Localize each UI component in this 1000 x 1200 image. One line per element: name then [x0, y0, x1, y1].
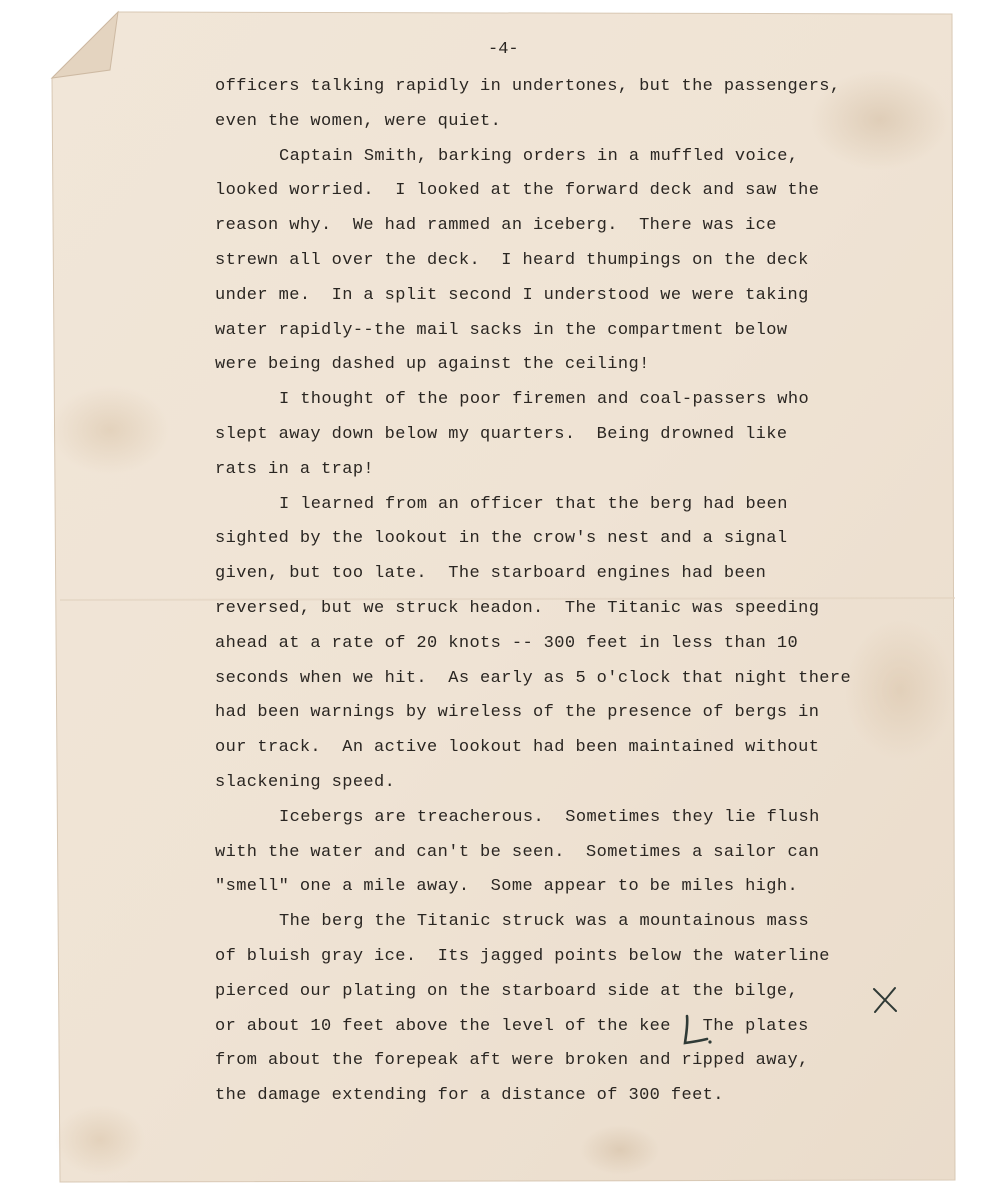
text-line: slept away down below my quarters. Being drowned like — [215, 424, 788, 444]
text-line: Captain Smith, barking orders in a muffled voice, — [279, 146, 799, 166]
text-line: under me. In a split second I understood we were taking — [215, 285, 809, 305]
text-line: had been warnings by wireless of the presence of bergs in — [215, 703, 820, 723]
text-line: ahead at a rate of 20 knots -- 300 feet in less than 10 — [215, 633, 799, 653]
text-line: water rapidly--the mail sacks in the compartment below — [215, 320, 788, 340]
text-line: reason why. We had rammed an iceberg. There was ice — [215, 216, 777, 236]
text-line: from about the forepeak aft were broken and ripped away, — [215, 1051, 809, 1071]
page-number: -4- — [488, 40, 519, 59]
typed-text-body — [215, 70, 895, 1114]
text-line: our track. An active lookout had been maintained without — [215, 738, 820, 758]
text-line: Icebergs are treacherous. Sometimes they lie flush — [279, 807, 820, 827]
text-line: The berg the Titanic struck was a mountainous mass — [279, 912, 810, 932]
text-line: slackening speed. — [215, 772, 396, 792]
text-line: even the women, were quiet. — [215, 111, 502, 131]
text-line: rats in a trap! — [215, 459, 375, 479]
text-line: looked worried. I looked at the forward deck and saw the — [215, 181, 820, 201]
text-line: or about 10 feet above the level of the kee The plates — [215, 1016, 809, 1036]
text-line: pierced our plating on the starboard side at the bilge, — [215, 981, 799, 1001]
margin-x-mark — [870, 985, 900, 1015]
text-line: with the water and can't be seen. Sometimes a sailor can — [215, 842, 820, 862]
text-line: seconds when we hit. As early as 5 o'clock that night there — [215, 668, 852, 688]
text-line: "smell" one a mile away. Some appear to be miles high. — [215, 877, 799, 897]
handwritten-l-mark — [679, 1013, 713, 1047]
text-line: I learned from an officer that the berg had been — [279, 494, 788, 514]
text-line: reversed, but we struck headon. The Titanic was speeding — [215, 598, 820, 618]
text-line: strewn all over the deck. I heard thumpings on the deck — [215, 250, 809, 270]
text-line: given, but too late. The starboard engines had been — [215, 564, 767, 584]
text-line: sighted by the lookout in the crow's nest and a signal — [215, 529, 788, 549]
text-line: were being dashed up against the ceiling! — [215, 355, 650, 375]
text-line: of bluish gray ice. Its jagged points below the waterline — [215, 946, 830, 966]
text-line: the damage extending for a distance of 300 feet. — [215, 1086, 724, 1106]
text-line: I thought of the poor firemen and coal-passers who — [279, 390, 810, 410]
text-line: officers talking rapidly in undertones, but the passengers, — [215, 77, 841, 96]
